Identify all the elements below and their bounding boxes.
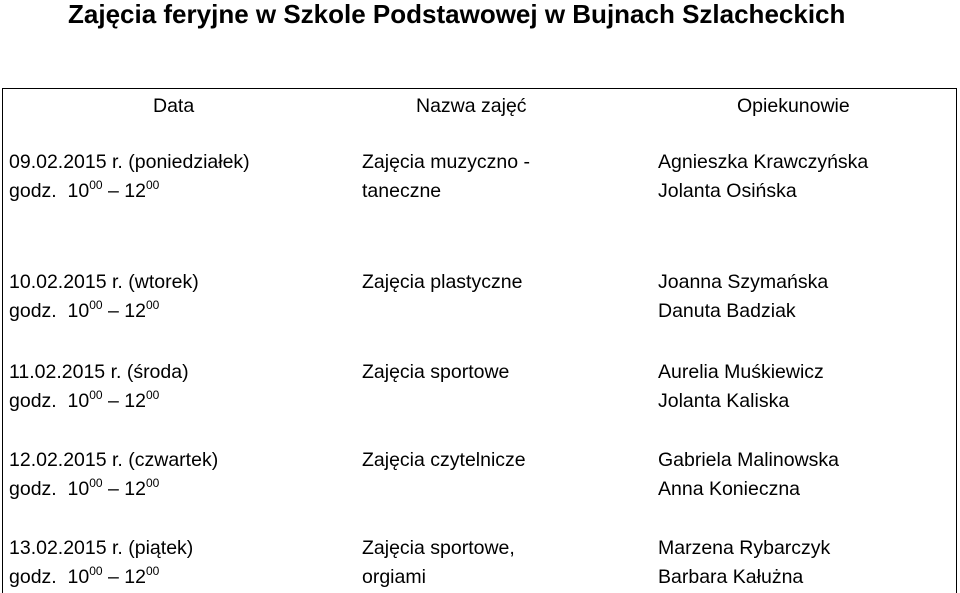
row-activity: Zajęcia sportowe — [362, 361, 510, 383]
row-time: godz. $10^{00} - 12^{00}$ — [9, 388, 160, 412]
header-activity: Nazwa zajęć — [416, 95, 527, 117]
row-time: godz. $10^{00} - 12^{00}$ — [9, 178, 160, 202]
header-supervisors: Opiekunowie — [737, 95, 850, 117]
row-activity: Zajęcia czytelnicze — [362, 449, 526, 471]
header-date: Data — [153, 95, 195, 117]
row-date-cell — [9, 148, 250, 206]
row-supervisors: Agnieszka Krawczyńska Jolanta Osińska — [658, 151, 869, 202]
row-date: 11.02.2015 r. (środa) — [9, 361, 189, 383]
schedule-table — [2, 88, 957, 593]
row-time: godz. $10^{00} - 12^{00}$ — [9, 476, 160, 500]
row-supervisors: Marzena Rybarczyk Barbara Kałużna — [658, 537, 831, 588]
row-supervisors: Aurelia Muśkiewicz Jolanta Kaliska — [658, 361, 824, 412]
row-date: 10.02.2015 r. (wtorek) — [9, 271, 199, 293]
row-activity: Zajęcia plastyczne — [362, 271, 523, 293]
row-date-cell — [9, 534, 193, 592]
row-date-cell — [9, 268, 199, 326]
row-date-cell — [9, 358, 189, 416]
row-activity: Zajęcia muzyczno - taneczne — [362, 151, 530, 202]
row-time: godz. $10^{00} - 12^{00}$ — [9, 298, 160, 322]
document-title: Zajęcia feryjne w Szkole Podstawowej w Bujnach Szlacheckich — [68, 0, 846, 29]
row-date-cell — [9, 446, 218, 504]
row-supervisors: Joanna Szymańska Danuta Badziak — [658, 271, 829, 322]
row-activity: Zajęcia sportowe, orgiami — [362, 537, 515, 588]
row-date: 09.02.2015 r. (poniedziałek) — [9, 151, 250, 173]
row-supervisors: Gabriela Malinowska Anna Konieczna — [658, 449, 839, 500]
row-date: 12.02.2015 r. (czwartek) — [9, 449, 219, 471]
row-date: 13.02.2015 r. (piątek) — [9, 537, 194, 559]
row-time: godz. $10^{00} - 12^{00}$ — [9, 564, 160, 588]
